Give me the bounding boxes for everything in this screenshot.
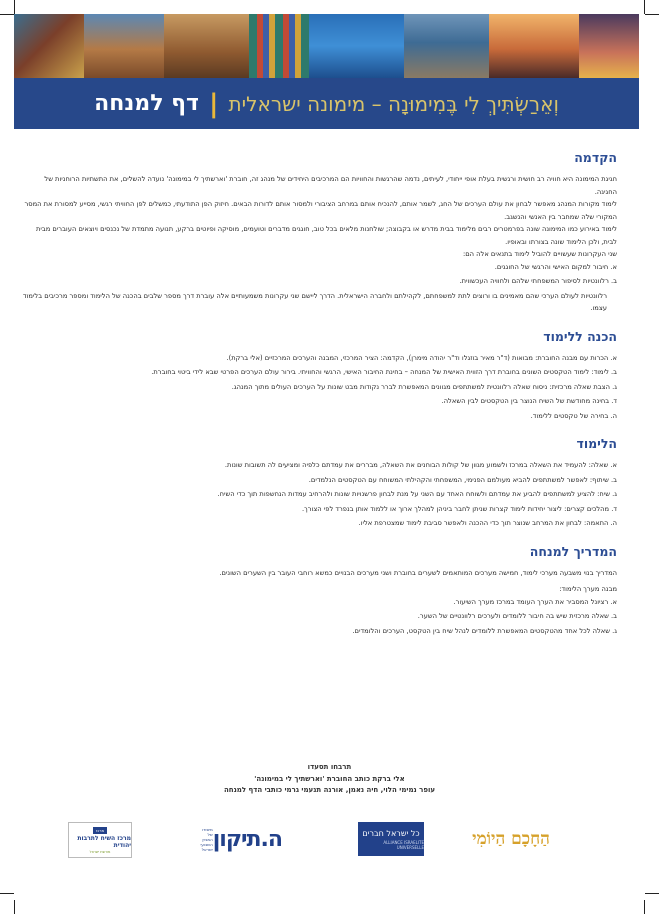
section-title: הקדמה [574, 150, 617, 165]
series-title: וְאֵרַשְׂתִּיךְ לִי בֶּמִימוּנָה – מימונה ישראלית [228, 91, 559, 116]
crop-mark [14, 0, 15, 14]
banner-photo [309, 14, 404, 78]
logo-subtext: מורשת ישראל [89, 849, 111, 854]
logo-subtext: ALLIANCE ISRAELITE UNIVERSELLE [383, 839, 424, 850]
crop-mark [645, 893, 659, 894]
logo-text: ה.תיקון [212, 826, 282, 852]
paragraph: חגיגת המימונה היא חוויה רב חושית ורגשית בעלת אופי ייחודי, לעיתים, נדמה שהרגשות והחוויות הם המרכיבים היחידים של מנהג זה, חוברת 'וארשתיך לי במימונה' נועדה להשלים, את התשתיות הרוחניות של החגיגה. [44, 175, 617, 196]
section-intro [22, 150, 617, 315]
list-item: ב. לימוד: לימוד הטקסטים השונים בחוברת דרך הזווית האישית של המנחה – בחינת החיבור האישי, הרגשי והחוויתי. בירור עולם הערכים הפרטי שבא לידי ביטוי בחוברת. [151, 368, 617, 376]
list-item: ב. שאלה מרכזית שיש בה חיבור ללומדים ולערכים רלוונטיים של השער. [417, 612, 617, 620]
logo-subtext: מרכז [93, 827, 107, 834]
banner-photo [489, 14, 579, 78]
document-body [22, 150, 617, 651]
paragraph: שני העקרונות שעשויים להוביל לימוד בתנאים אלה הם: [462, 250, 617, 258]
section-title: הכנה ללימוד [543, 328, 617, 344]
banner-photo [579, 14, 639, 78]
banner-photo [164, 14, 249, 78]
list-item: רלוונטיות לעולם הערכי שהם מאמינים בו ורוצים לתת למשפחתם, לקהילתם ולחברה הישראלית. הדרך ליישם שני עקרונות משמעותיים אלה עוברת דרך מספר שלבים בהכנה של הלימוד ומספר מרכיבים בלימוד עצמו. [22, 291, 607, 312]
paragraph: המדריך בנוי משבעה מערכי לימוד, חמישה מערכים המותאמים לשערים בחוברת ושני מערכים הבנויים כמשא רוחבי העובר בין השערים השונים. [219, 568, 617, 577]
logo-hakham-hayomi [468, 822, 554, 856]
logo-text: הַחָכָם הַיוֹמִי [472, 829, 550, 849]
section-guide [22, 544, 617, 638]
list-item: ג. שאלה לכל אחד מהטקסטים המאפשרת ללומדים לנהל שיח בין הטקסט, הערכים והלומדים. [352, 626, 617, 635]
banner-photo [84, 14, 164, 78]
title-separator: | [208, 88, 219, 119]
banner-photo [249, 14, 309, 78]
list-item: ג. שיח: להציע למשתתפים להביע את עמדתם ולשוחח האחד עם השני על מנת לבחון פרשנויות שונות ולהרחיב עמדות הנחשפות תוך כדי השיח. [217, 490, 617, 498]
list-item: ד. בחינה מחודשת של השיח הנוצר בין הטקסטים לבין השאלה. [441, 397, 617, 405]
banner-photo-collage [14, 14, 639, 78]
crop-mark [645, 14, 659, 15]
credits-block [0, 762, 659, 797]
logo-text: כל ישראל חברים [362, 828, 420, 838]
paragraph: לימוד באירוע כמו המימונה שונה בפרמטרים רבים מלימוד בבית מדרש או בקבוצה; שולחנות מלאים בכל טוב, חוגגים מדברים וטועמים, מוסיקה ופיוטים ברקע, תנועה מתמדת של נכנסים ויוצאים העוברים מבית לבית, ולכן הלימוד שונה בצורתו ובאופיו. [35, 225, 617, 246]
paragraph: מבנה מערך הלימוד: [559, 585, 617, 593]
logo-kol-israel-haverim [358, 822, 424, 856]
credits-line: עופר נמימי הלוי, חיה נאמן, אורנה תנעמי גרמי כותבי הדף למנחה [223, 786, 436, 794]
credits-line: אלי ברקת כותב החוברת 'וארשתיך לי במימונה' [254, 774, 405, 783]
list-item: ד. מהלכים קצרים: ליצור יחידות לימוד קצרות שניתן לחבר ביניהן למהלך ארוך או ללמוד אותן בנפרד לפי הצורך. [302, 504, 617, 513]
list-item: א. רציונל המסביר את הערך העומד במרכז מערך השיעור. [453, 597, 617, 606]
section-study [22, 436, 617, 530]
header-banner [14, 14, 639, 129]
logo-text: מרכז השיח לתרבות יהודית [77, 834, 131, 849]
list-item: ה. התאמה: לבחון את המרחב שנוצר תוך כדי ההכנה ולאפשר סביבת לימוד שמצטרפת אליו. [358, 519, 617, 527]
crop-mark [14, 900, 15, 914]
list-item: ב. רלוונטיות לסיפור המשפחתי שלהם ולחוויה העכשווית. [459, 277, 617, 285]
banner-title-bar [14, 78, 639, 129]
page-title: דף למנחה [94, 91, 199, 116]
crop-mark [0, 14, 14, 15]
list-item: ג. הצבת שאלה מרכזית: ניסוח שאלה רלוונטית למשתתפים מגוונים המאפשרת לברר נקודות מבט שונות על הערכים העולים מתוך המנהג. [231, 382, 617, 391]
list-item: ה. בחירה של טקסטים ללימוד. [530, 411, 617, 420]
banner-photo [404, 14, 489, 78]
crop-mark [644, 0, 645, 14]
logo-subtext: מיסודו של המגזין השבועי ישראל [200, 826, 213, 852]
list-item: א. שאלה: להעמיד את השאלה במרכז ולשמוע מגוון של קולות הבוחנים את השאלה, מבררים את עמדתם כלפיה ומציעים לה תשובות שונות. [224, 461, 617, 469]
crop-mark [644, 900, 645, 914]
logo-tikun [196, 822, 282, 856]
credits-line: תרבחו תסעדו [307, 763, 352, 771]
section-title: המדריך למנחה [529, 543, 617, 559]
list-item: ב. שיתוף: לאפשר למשתתפים להביא מעולמם הפנימי, המשפחתי והקהילתי המשוחח עם הטקסטים הנלמדים. [308, 475, 617, 484]
logo-mercaz [68, 822, 132, 858]
list-item: א. הכרות עם מבנה החוברת: מבואות (ד"ר מאיר בוזגלו וד"ר יהודה מימרן), הקדמה: הציר המרכזי, המבנה והערכים המרכזיים (אלי ברקת). [226, 353, 617, 362]
paragraph: לימוד מקורות המנהג מאפשר לבחון את עולם הערכים של החג, לשמר אותם, להנכיח אותם במרחב הציבורי ולמסור אותם לדורות הבאים. חיזוק הפן התודעתי, כמשלים לפן החוויתי רגשי, מסייע למסורת את המסר המקורי שלה שמחבר בין האנשי והנשגב. [24, 200, 617, 221]
list-item: א. חיבור למקום האישי והרגשי של החוגגים. [494, 262, 617, 271]
section-title: הלימוד [576, 436, 617, 451]
section-prep [22, 329, 617, 423]
crop-mark [0, 893, 14, 894]
banner-photo [14, 14, 84, 78]
